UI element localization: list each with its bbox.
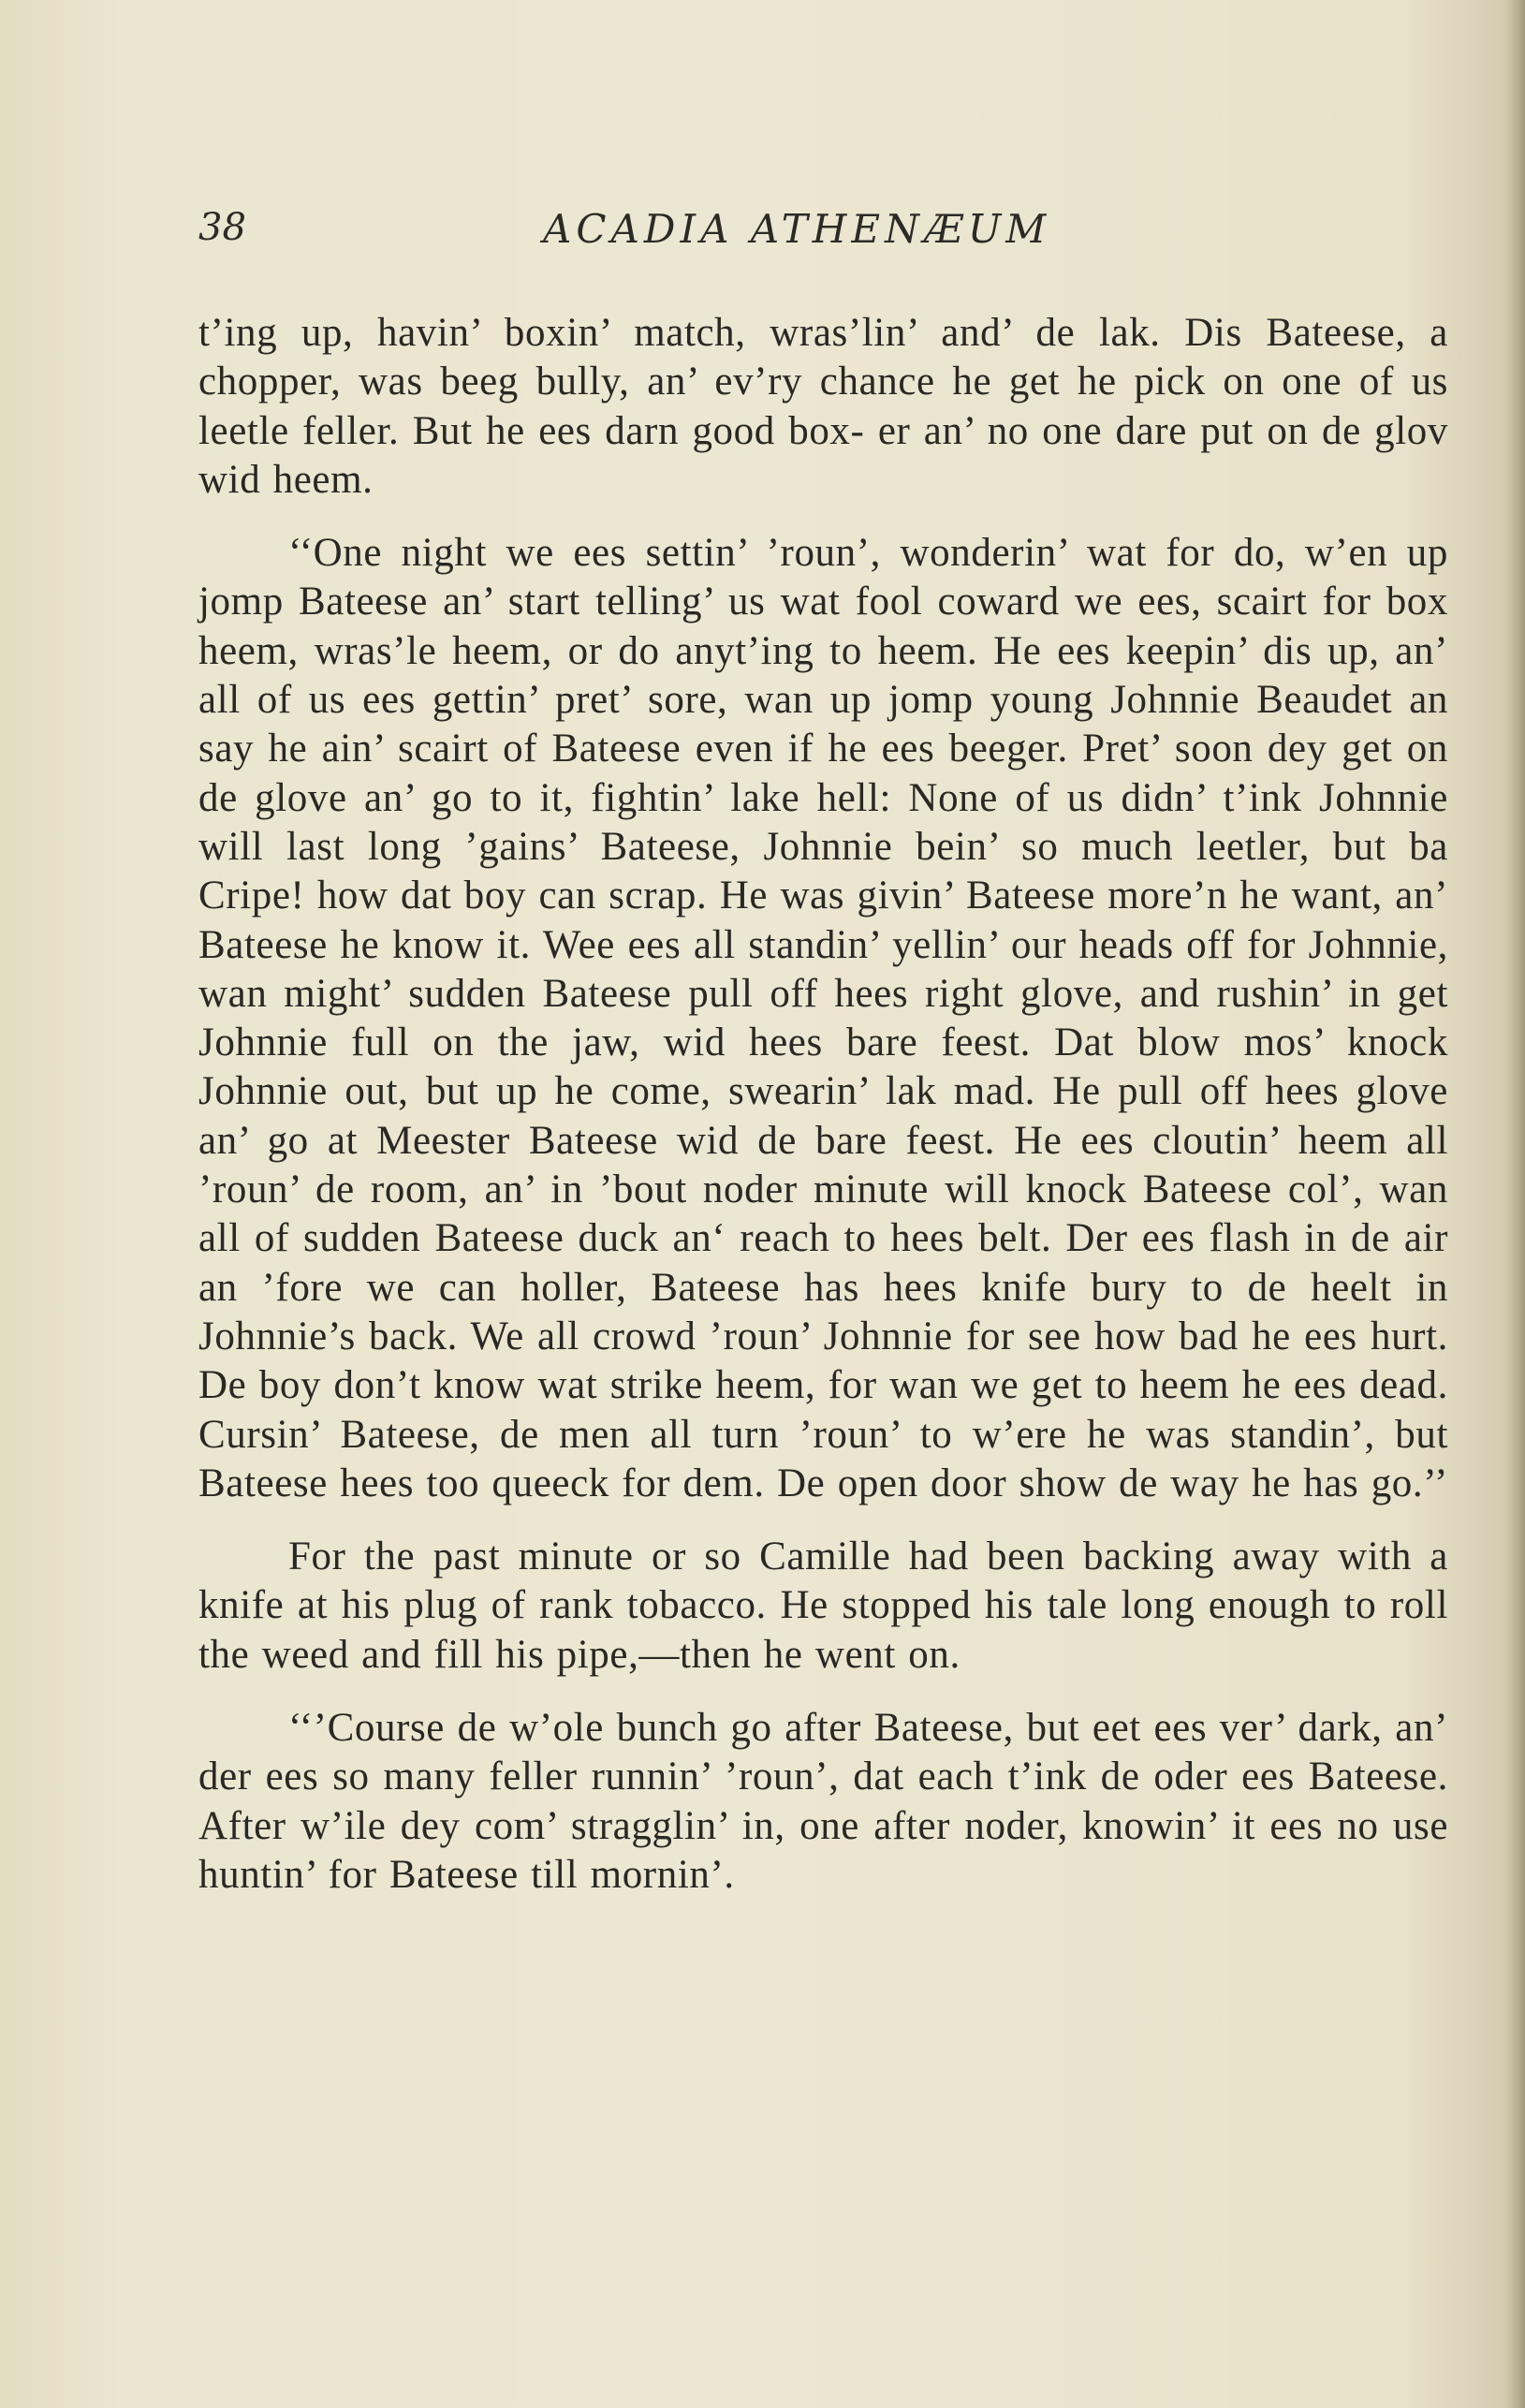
page-number: 38	[198, 206, 246, 249]
paragraph-gap	[198, 505, 1448, 529]
paragraph-3: For the past minute or so Camille had been backing away with a knife at his plug of rank tobacco. He stopped his tale long enough to roll the weed and fill his pipe,—then he went on.	[198, 1534, 1448, 1677]
paragraph-1: t’ing up, havin’ boxin’ match, wras’lin’ and’ de lak. Dis Bateese, a chopper, was beeg bully, an’ ev’ry chance he get he pick on one of us leetle feller. But he ees darn good box- er an’ no one dare put on de glov wid heem.	[198, 311, 1448, 502]
page-edge-shadow	[1504, 0, 1525, 2408]
paragraph-gap	[198, 1680, 1448, 1704]
body-text	[198, 309, 1448, 1900]
paragraph-gap	[198, 1508, 1448, 1533]
running-header	[198, 206, 1444, 272]
paragraph-4: ‘‘’Course de w’ole bunch go after Bateese, but eet ees ver’ dark, an’ der ees so many feller runnin’ ’roun’, dat each t’ink de oder ees Bateese. After w’ile dey com’ stragglin’ in, one after noder, knowin’ it ees no use huntin’ for Bateese till mornin’.	[198, 1706, 1448, 1897]
journal-title: ACADIA ATHENÆUM	[543, 206, 1051, 252]
paragraph-2: ‘‘One night we ees settin’ ’roun’, wonderin’ wat for do, w’en up jomp Bateese an’ start telling’ us wat fool coward we ees, scairt for box heem, wras’le heem, or do anyt’ing to heem. He ees keepin’ dis up, an’ all of us ees gettin’ pret’ sore, wan up jomp young Johnnie Beaudet an say he ain’ scairt of Bateese even if he ees beeger. Pret’ soon dey get on de glove an’ go to it, fightin’ lake hell: None of us didn’ t’ink Johnnie will last long ’gains’ Bateese, Johnnie bein’ so much leetler, but ba Cripe! how dat boy can scrap. He was givin’ Bateese more’n he want, an’ Bateese he know it. Wee ees all standin’ yellin’ our heads off for Johnnie, wan might’ sudden Bateese pull off hees right glove, and rushin’ in get Johnnie full on the jaw, wid hees bare feest. Dat blow mos’ knock Johnnie out, but up he come, swearin’ lak mad. He pull off hees glove an’ go at Meester Bateese wid de bare feest. He ees cloutin’ heem all ’roun’ de room, an’ in ’bout noder minute will knock Bateese col’, wan all of sudden Bateese duck an‘ reach to hees belt. Der ees flash in de air an ’fore we can holler, Bateese has hees knife bury to de heelt in Johnnie’s back. We all crowd ’roun’ Johnnie for see how bad he ees hurt. De boy don’t know wat strike heem, for wan we get to heem he ees dead. Cursin’ Bateese, de men all turn ’roun’ to w’ere he was standin’, but Bateese hees too queeck for dem. De open door show de way he has go.’’	[198, 531, 1448, 1505]
